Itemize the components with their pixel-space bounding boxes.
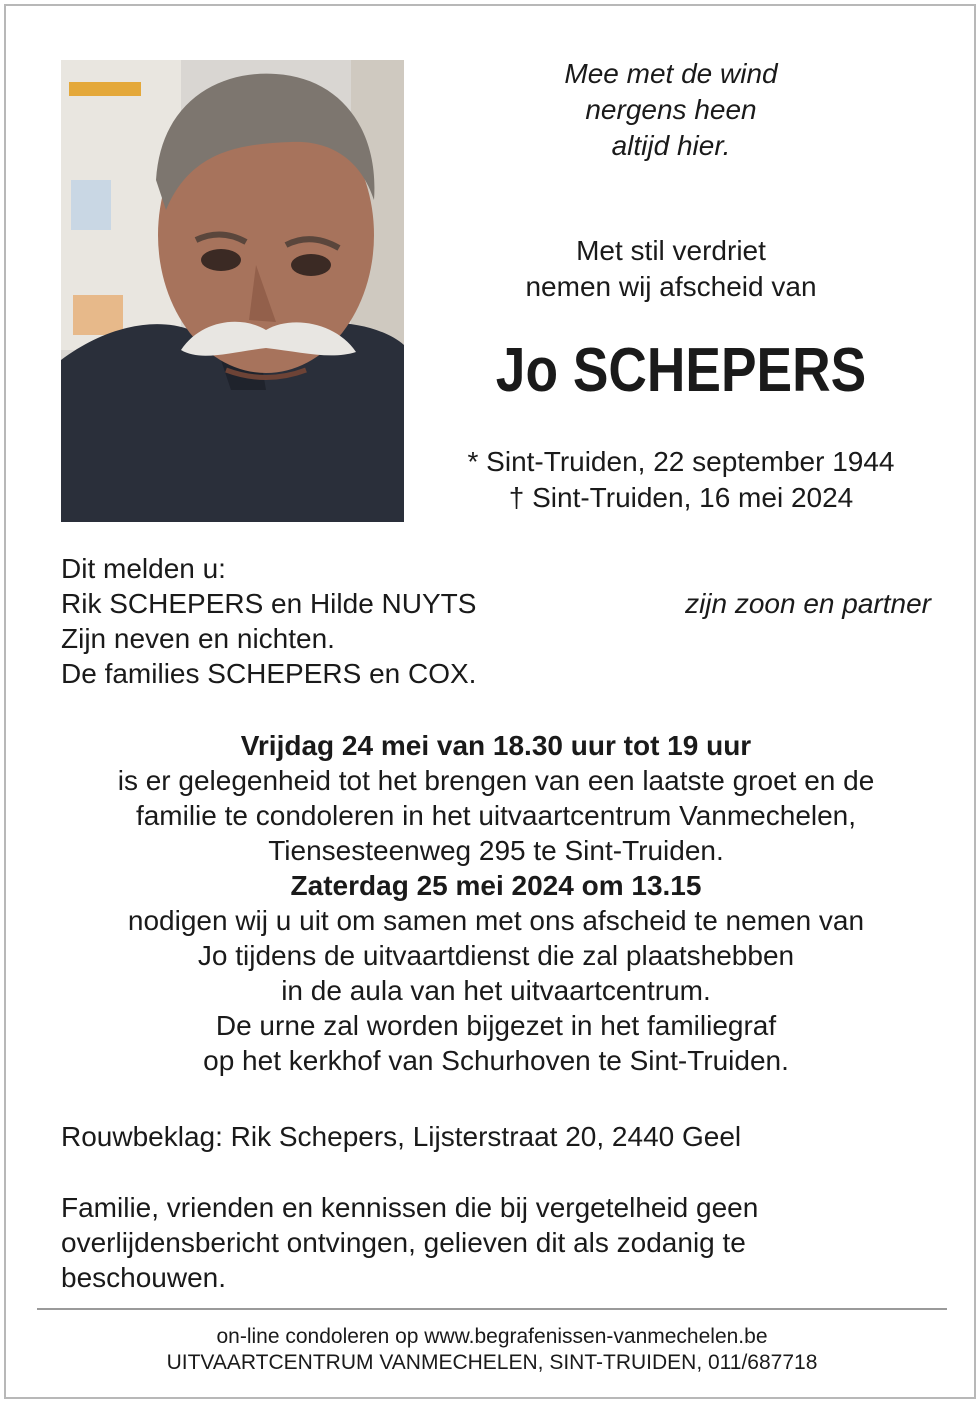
family-row <box>61 621 931 656</box>
funeral-line: in de aula van het uitvaartcentrum. <box>281 975 711 1006</box>
death-date: † Sint-Truiden, 16 mei 2024 <box>508 482 854 513</box>
family-name: Zijn neven en nichten. <box>61 623 335 654</box>
funeral-line: op het kerkhof van Schurhoven te Sint-Truiden. <box>203 1045 789 1076</box>
intro-line: Met stil verdriet <box>576 235 766 266</box>
obituary-card <box>4 4 976 1399</box>
visitation-heading: Vrijdag 24 mei van 18.30 uur tot 19 uur <box>240 730 752 761</box>
funeral-line: De urne zal worden bijgezet in het familiegraf <box>215 1010 777 1041</box>
service-details <box>61 728 931 1078</box>
family-name: De families SCHEPERS en COX. <box>61 658 477 689</box>
funeral-line: nodigen wij u uit om samen met ons afscheid te nemen van <box>127 905 865 936</box>
footer-divider <box>37 1308 947 1310</box>
verse-line: Mee met de wind <box>564 58 778 89</box>
funeral-home-contact: UITVAARTCENTRUM VANMECHELEN, SINT-TRUIDEN, 011/687718 <box>166 1351 818 1374</box>
funeral-line: Jo tijdens de uitvaartdienst die zal plaatshebben <box>197 940 795 971</box>
intro-line: nemen wij afscheid van <box>525 271 817 302</box>
announcers-block <box>61 551 931 691</box>
family-row <box>61 656 931 691</box>
funeral-heading: Zaterdag 25 mei 2024 om 13.15 <box>290 870 702 901</box>
verse-line: altijd hier. <box>611 130 731 161</box>
portrait-illustration <box>61 60 404 522</box>
birth-date: * Sint-Truiden, 22 september 1944 <box>467 446 895 477</box>
family-relation: zijn zoon en partner <box>685 588 931 619</box>
deceased-name: Jo SCHEPERS <box>495 336 867 405</box>
intro-text <box>426 233 916 305</box>
verse-line: nergens heen <box>585 94 757 125</box>
notice-line: beschouwen. <box>61 1262 227 1293</box>
condolence-address: Rouwbeklag: Rik Schepers, Lijsterstraat 20, 2440 Geel <box>61 1121 742 1152</box>
family-name: Rik SCHEPERS en Hilde NUYTS <box>61 588 477 619</box>
announcers-heading: Dit melden u: <box>61 553 226 584</box>
online-condolence-link[interactable]: on-line condoleren op www.begrafenissen-vanmechelen.be <box>216 1325 768 1348</box>
visitation-line: familie te condoleren in het uitvaartcentrum Vanmechelen, <box>135 800 857 831</box>
notice-paragraph <box>61 1190 931 1295</box>
notice-line: Familie, vrienden en kennissen die bij vergetelheid geen <box>61 1192 759 1223</box>
notice-line: overlijdensbericht ontvingen, gelieven dit als zodanig te <box>61 1227 746 1258</box>
poem-verse <box>426 56 916 164</box>
footer <box>37 1324 947 1376</box>
visitation-line: is er gelegenheid tot het brengen van een laatste groet en de <box>117 765 875 796</box>
life-dates <box>426 444 936 516</box>
family-row <box>61 586 931 621</box>
portrait-photo <box>61 60 404 522</box>
visitation-line: Tiensesteenweg 295 te Sint-Truiden. <box>268 835 724 866</box>
